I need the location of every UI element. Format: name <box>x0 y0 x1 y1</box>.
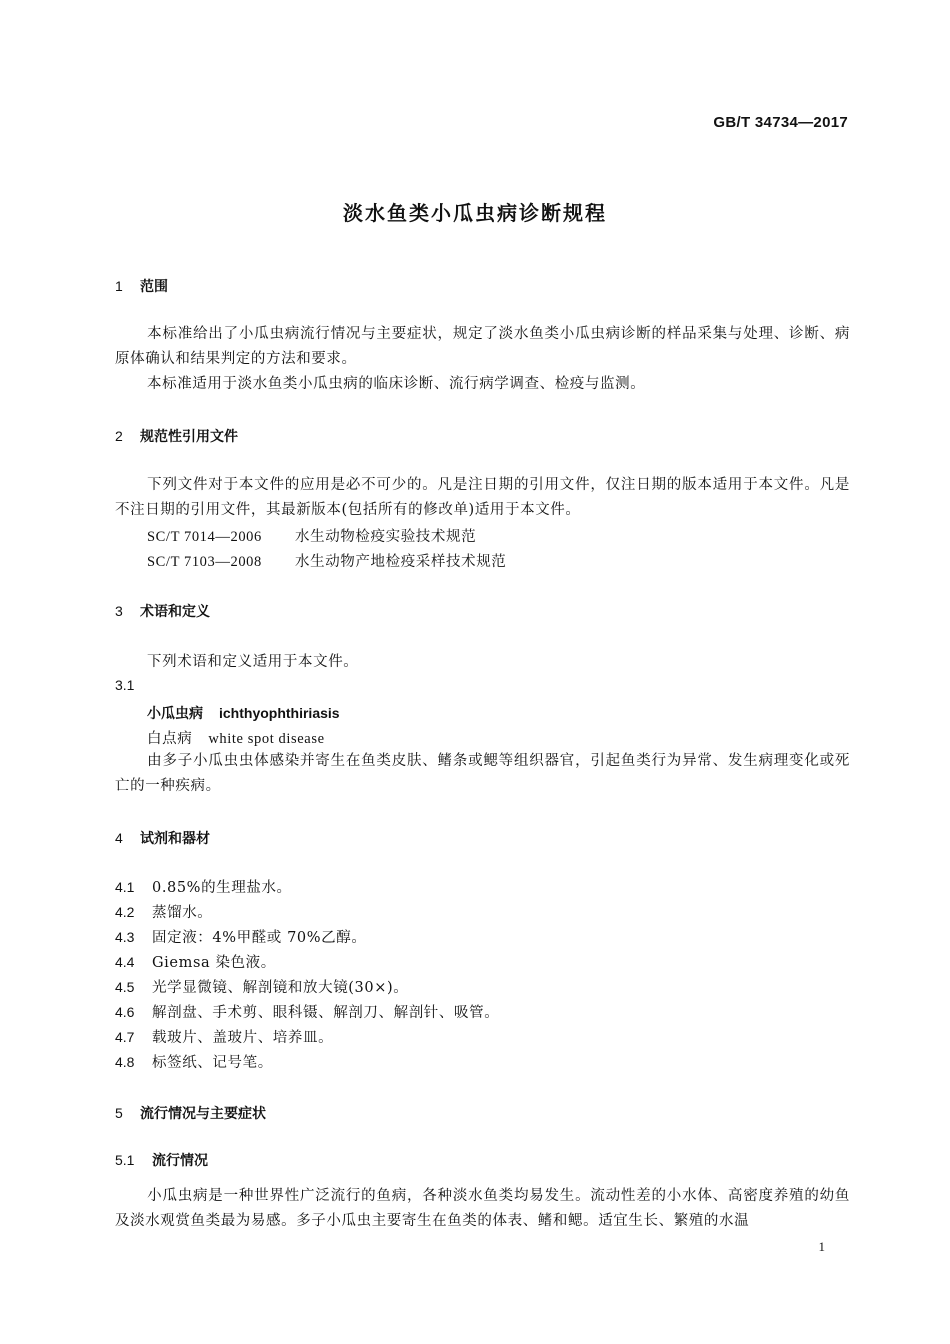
item-text: 解剖盘、手术剪、眼科镊、解剖刀、解剖针、吸管。 <box>152 1005 500 1021</box>
item-number: 4.3 <box>115 929 135 945</box>
term-english: ichthyophthiriasis <box>219 705 340 721</box>
item-text: 载玻片、盖玻片、培养皿。 <box>152 1030 334 1046</box>
list-item <box>115 1051 273 1072</box>
reference-item <box>147 550 506 571</box>
paragraph-text: 本标准给出了小瓜虫病流行情况与主要症状，规定了淡水鱼类小瓜虫病诊断的样品采集与处理、诊断、病原体确认和结果判定的方法和要求。 <box>115 326 850 367</box>
list-item <box>115 976 408 997</box>
page-number: 1 <box>818 1239 825 1254</box>
list-item <box>115 901 212 922</box>
paragraph-text: 下列文件对于本文件的应用是必不可少的。凡是注日期的引用文件，仅注日期的版本适用于本文件。凡是不注日期的引用文件，其最新版本(包括所有的修改单)适用于本文件。 <box>115 477 850 518</box>
section-number: 4 <box>115 830 123 846</box>
section-5-paragraph-1 <box>115 1184 850 1234</box>
item-number: 4.1 <box>115 879 135 895</box>
paragraph-text: 本标准适用于淡水鱼类小瓜虫病的临床诊断、流行病学调查、检疫与监测。 <box>147 376 646 392</box>
reference-item <box>147 525 476 546</box>
paragraph-text: 小瓜虫病是一种世界性广泛流行的鱼病，各种淡水鱼类均易发生。流动性差的小水体、高密度养殖的幼鱼及淡水观赏鱼类最为易感。多子小瓜虫主要寄生在鱼类的体表、鳍和鳃。适宜生长、繁殖的水温 <box>115 1188 850 1229</box>
section-number: 2 <box>115 428 123 444</box>
item-text: 固定液：4%甲醛或 70%乙醇。 <box>152 930 367 946</box>
term-synonym <box>147 727 325 748</box>
document-title: 淡水鱼类小瓜虫病诊断规程 <box>343 201 607 225</box>
synonym-chinese: 白点病 <box>147 731 193 747</box>
item-text: 蒸馏水。 <box>152 905 213 921</box>
term-entry <box>147 703 340 723</box>
item-number: 4.8 <box>115 1054 135 1070</box>
list-item <box>115 926 366 947</box>
item-number: 4.7 <box>115 1029 135 1045</box>
term-definition <box>115 749 850 799</box>
subsection-number: 5.1 <box>115 1152 135 1168</box>
section-2-heading <box>115 426 238 446</box>
list-item <box>115 1001 499 1022</box>
section-3-heading <box>115 601 210 621</box>
list-item <box>115 1026 333 1047</box>
section-5-heading <box>115 1103 266 1123</box>
section-number: 3 <box>115 603 123 619</box>
section-1-paragraph-2 <box>115 372 850 397</box>
section-2-paragraph-1 <box>115 473 850 523</box>
section-4-heading <box>115 828 210 848</box>
item-number: 4.4 <box>115 954 135 970</box>
term-chinese: 小瓜虫病 <box>147 706 203 722</box>
item-text: 0.85%的生理盐水。 <box>152 880 292 896</box>
item-number: 4.6 <box>115 1004 135 1020</box>
reference-name: 水生动物检疫实验技术规范 <box>295 529 477 545</box>
section-title: 范围 <box>140 279 168 295</box>
list-item <box>115 951 276 972</box>
section-title: 术语和定义 <box>140 604 210 620</box>
section-number: 1 <box>115 278 123 294</box>
section-title: 规范性引用文件 <box>140 429 238 445</box>
paragraph-text: 由多子小瓜虫虫体感染并寄生在鱼类皮肤、鳍条或鳃等组织器官，引起鱼类行为异常、发生病理变化或死亡的一种疾病。 <box>115 753 850 794</box>
reference-code: SC/T 7014—2006 <box>147 529 262 545</box>
list-item <box>115 876 292 897</box>
item-number: 4.5 <box>115 979 135 995</box>
standard-number: GB/T 34734—2017 <box>713 114 848 131</box>
item-text: Giemsa 染色液。 <box>152 955 276 971</box>
section-3-paragraph-1: 下列术语和定义适用于本文件。 <box>147 654 359 670</box>
reference-name: 水生动物产地检疫采样技术规范 <box>295 554 507 570</box>
reference-code: SC/T 7103—2008 <box>147 554 262 570</box>
item-text: 光学显微镜、解剖镜和放大镜(30×)。 <box>152 980 409 996</box>
section-number: 5 <box>115 1105 123 1121</box>
section-1-heading <box>115 276 168 296</box>
subsection-5-1-heading <box>115 1150 208 1170</box>
item-number: 4.2 <box>115 904 135 920</box>
subsection-title: 流行情况 <box>152 1153 208 1169</box>
synonym-english: white spot disease <box>208 731 325 747</box>
section-title: 流行情况与主要症状 <box>140 1106 266 1122</box>
term-number: 3.1 <box>115 677 135 693</box>
section-title: 试剂和器材 <box>140 831 210 847</box>
item-text: 标签纸、记号笔。 <box>152 1055 273 1071</box>
section-1-paragraph-1 <box>115 322 850 372</box>
